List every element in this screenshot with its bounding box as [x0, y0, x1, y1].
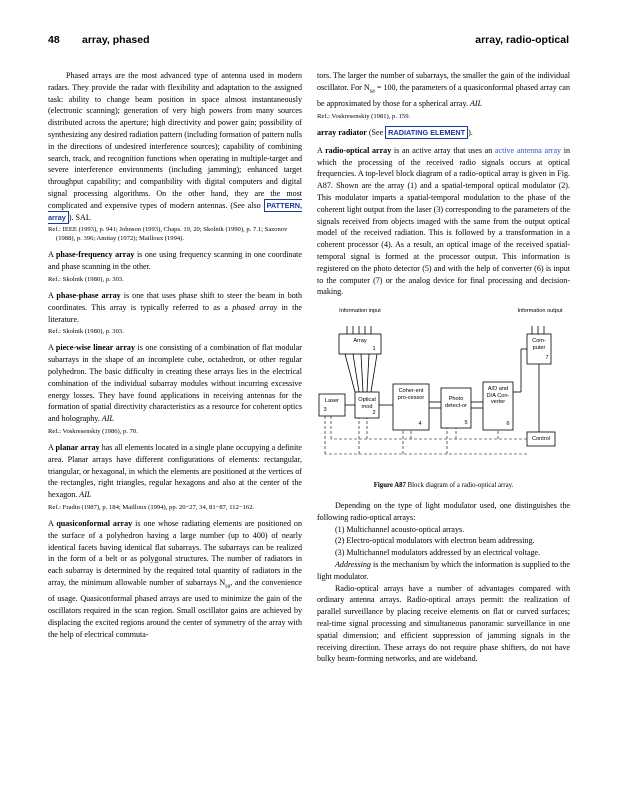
paragraph-addressing: Addressing is the mechanism by which the information is supplied to the light modulator. — [317, 559, 570, 581]
label-computer: Com-puter — [532, 338, 546, 351]
label-number: 7 — [545, 355, 549, 362]
right-running-head: array, radio-optical — [475, 34, 569, 46]
reference: Ref.: Skolnik (1980), p. 303. — [48, 328, 124, 336]
entry-phase-phase: A phase-phase array is one that uses phase shift to steer the beam in both coordinates. This array is typically referred to as a phased array in the literature. — [48, 290, 303, 324]
figure-caption: Figure A87 Block diagram of a radio-optical array. — [373, 482, 514, 490]
label-laser: Laser — [325, 398, 339, 405]
label-optical-mod: Optical mod — [358, 397, 376, 410]
intro-paragraph: Phased arrays are the most advanced type of antenna used in modern radars. They provide the radar with flexibility and adaptation to the assigned task: ability to change beam position in space almost instantaneously (electronic scanning); generation of very high powers from many sources distributed across the aperture; high directivity and power gain; possibility of synthesizing any desired radiation pattern (including formation of pattern nulls in the directions of undesired interference sources); capability of combining search, track, and recognition functions when operating in multiple-target and severe interference environments (including jamming); enhanced target throughput capability; and compatibility with digital computers and digital signal processing algorithms. On the other hand, they are the most complicated and expensive types of modern antennas. (See also PATTERN, array ). SAL — [48, 71, 303, 222]
xref-pattern-array[interactable]: PATTERN, array — [48, 200, 303, 222]
xref-radiating-element[interactable]: RADIATING ELEMENT — [385, 126, 468, 139]
figure-block-diagram — [317, 306, 570, 476]
label-coherent-processor: Coher-ent pro-cessor — [397, 388, 425, 401]
label-information-input: Information input — [339, 308, 381, 315]
label-array: Array — [353, 338, 367, 345]
list-item: (1) Multichannel acousto-optical arrays. — [335, 524, 465, 534]
left-column — [48, 70, 302, 640]
label-number: 6 — [506, 421, 510, 428]
label-number: 5 — [464, 420, 468, 427]
paragraph-advantages: Radio-optical arrays have a number of advantages compared with ordinary antenna arrays. Radio-optical arrays permit: the realization of parallel surveillance by placing receive elements on flat or curved surfaces; real-time signal processing and simultaneous panoramic surveillance in one spatial dimension; and efficient suppression of jamming signals in the receiving direction. These arrays do not require phase shifters, do not have bulky beam-forming networks, and are wideband. — [317, 583, 570, 664]
reference: Ref.: Voskresenskiy (1981), p. 159. — [317, 113, 411, 120]
reference: Ref.: Voskresenskiy (1986), p. 70. — [48, 427, 138, 435]
entry-planar: A planar array has all elements located in a single plane occupying a definite area. Planar arrays have different configurations of elements: rectangular, triangular, or hexagonal, in which the elements are positioned at the vertices of the rectangles, right triangles, regular hexagons and also at the center of the hexagon. AIL — [48, 442, 302, 500]
label-photo-detector: Photo detect-or — [444, 396, 468, 409]
entry-array-radiator: array radiator (See RADIATING ELEMENT ). — [317, 128, 473, 137]
label-number: 1 — [372, 346, 376, 353]
label-ad-converter: A/D and D/A Con-verter — [486, 386, 510, 405]
reference: Ref.: Fradin (1987), p. 184; Mailloux (1994), pp. 20−27, 34, 81−87, 112−162. — [48, 503, 255, 511]
label-number: 2 — [372, 410, 376, 417]
continued-paragraph: tors. The larger the number of subarrays, the smaller the gain of the individual oscillator. For $N_{sa} = 100$, the parameters of a quasiconformal phased array can be approximated by those for a spherical array. AIL — [317, 71, 570, 109]
right-column — [317, 70, 570, 665]
entry-quasiconformal: A quasiconformal array is one whose radiating elements are positioned on the surface of a polyhedron having a large number (up to 400) of nearly identical facets having identical flat subarrays. The subarrays can be realized in the form of a belt or as polygonal structures. The number of radiators in each subarray is determined by the required total quantity of radiators in the array, the minimum allowable number of subarrays $N_{sa}$, and the convenience of usage. Quasiconformal phased arrays are used to minimize the gain of the oscillators required in the scan region. Small oscillator gains are achieved by displacing the excited regions around the center of symmetry of the array with the help of electrical commuta- — [48, 518, 302, 639]
block-diagram-lines — [317, 306, 570, 476]
page-header — [48, 34, 569, 48]
label-information-output: Information output — [517, 308, 563, 315]
entry-phase-frequency: A phase-frequency array is one using frequency scanning in one coordinate and phase scanning in the other. — [48, 250, 302, 272]
page-number: 48 — [48, 34, 60, 46]
label-number: 3 — [323, 407, 327, 414]
link-active-antenna-array[interactable]: active antenna array — [494, 145, 562, 155]
label-control: Control — [531, 436, 551, 443]
entry-radio-optical: A radio-optical array is an active array that uses an active antenna array in which the processing of the received radio signals occurs at optical frequencies. A top-level block diagram of a radio-optical array is given in Fig. A87. Shown are the array (1) and a spatial-temporal optical modulator (2). This modulator imparts a spatial-temporal modulation to the phase of the coherent light output from the laser (3) corresponding to the parameters of the signals received from objects imaged with the same from the output optical model of the received radiation. This is followed by a transformation in a coherent processor (4). As a result, an optical image of the received spatial-temporal signal is formed at the processor output. This information is registered on the photo detector (5) and with the help of converter (6) is input to the computer (7) or the analog device for final processing and decision-making. — [317, 145, 571, 297]
list-item: (3) Multichannel modulators addressed by an electrical voltage. — [335, 548, 541, 558]
reference: Ref.: IEEE (1993), p. 941; Johnson (1993), Chaps. 19, 20; Skolnik (1990), p. 7.1; Sazonov (1988), p. 396; Amitay (1972); Mailloux (1994). — [48, 226, 288, 243]
left-running-head: array, phased — [82, 34, 150, 46]
label-number: 4 — [418, 421, 422, 428]
reference: Ref.: Skolnik (1980), p. 303. — [48, 275, 124, 283]
list-item: (2) Electro-optical modulators with electron beam addressing. — [335, 536, 535, 546]
paragraph-modulator-types: Depending on the type of light modulator used, one distinguishes the following radio-optical arrays: — [317, 500, 570, 522]
entry-piece-wise-linear: A piece-wise linear array is one consisting of a combination of flat modular subarrays in the shape of an incomplete cube, octahedron, or other regular polyhedron. The basic difficulty in creating these arrays lies in the electrical combination of the individual subarray modules without incurring excessive energy losses. They have found applications in receiving antennas for the formation of spatial directivity characteristics as a resource for coherent optics and holography. AIL — [48, 343, 302, 424]
